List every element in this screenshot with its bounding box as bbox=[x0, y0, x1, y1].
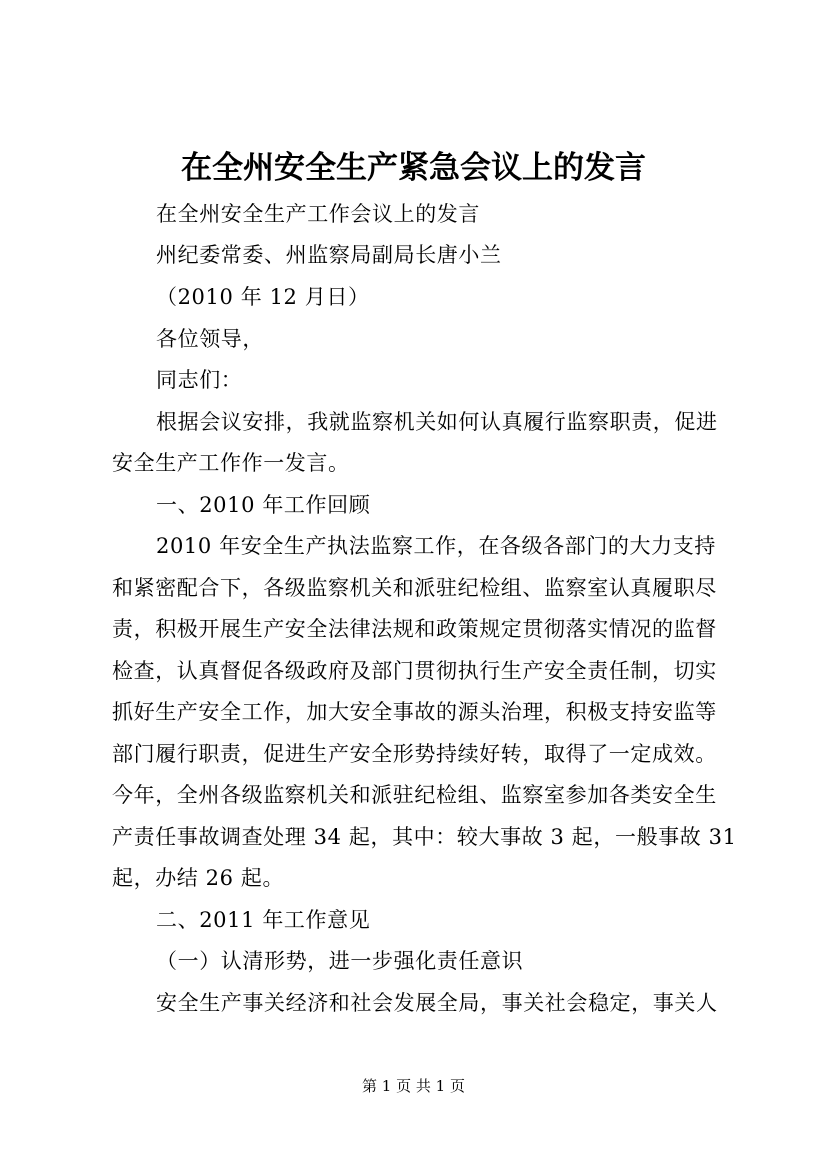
document-title: 在全州安全生产紧急会议上的发言 bbox=[181, 150, 646, 186]
section-heading: 一、2010 年工作回顾 bbox=[156, 493, 371, 517]
paragraph-line: 安全生产工作作一发言。 bbox=[112, 451, 350, 475]
paragraph-line: 根据会议安排，我就监察机关如何认真履行监察职责，促进 bbox=[156, 410, 718, 434]
speaker-line: 州纪委常委、州监察局副局长唐小兰 bbox=[156, 243, 502, 267]
paragraph-line: 产责任事故调查处理 34 起，其中：较大事故 3 起，一般事故 31 bbox=[112, 825, 737, 849]
subtitle-line: 在全州安全生产工作会议上的发言 bbox=[156, 202, 480, 226]
paragraph-line: 部门履行职责，促进生产安全形势持续好转，取得了一定成效。 bbox=[112, 742, 717, 766]
paragraph-line: 今年，全州各级监察机关和派驻纪检组、监察室参加各类安全生 bbox=[112, 783, 717, 807]
page-footer: 第 1 页 共 1 页 bbox=[362, 1077, 465, 1095]
paragraph-line: 2010 年安全生产执法监察工作，在各级各部门的大力支持 bbox=[156, 534, 716, 558]
paragraph-line: 责，积极开展生产安全法律法规和政策规定贯彻落实情况的监督 bbox=[112, 617, 717, 641]
subsection-heading: （一）认清形势，进一步强化责任意识 bbox=[156, 949, 524, 973]
section-heading: 二、2011 年工作意见 bbox=[156, 908, 371, 932]
salutation-line: 各位领导， bbox=[156, 327, 264, 351]
paragraph-line: 安全生产事关经济和社会发展全局，事关社会稳定，事关人 bbox=[156, 991, 718, 1015]
salutation-line: 同志们： bbox=[156, 368, 243, 392]
paragraph-line: 检查，认真督促各级政府及部门贯彻执行生产安全责任制，切实 bbox=[112, 659, 717, 683]
paragraph-line: 和紧密配合下，各级监察机关和派驻纪检组、监察室认真履职尽 bbox=[112, 576, 717, 600]
paragraph-line: 抓好生产安全工作，加大安全事故的源头治理，积极支持安监等 bbox=[112, 700, 717, 724]
paragraph-line: 起，办结 26 起。 bbox=[112, 866, 285, 890]
date-line: （2010 年 12 月日） bbox=[156, 285, 370, 309]
